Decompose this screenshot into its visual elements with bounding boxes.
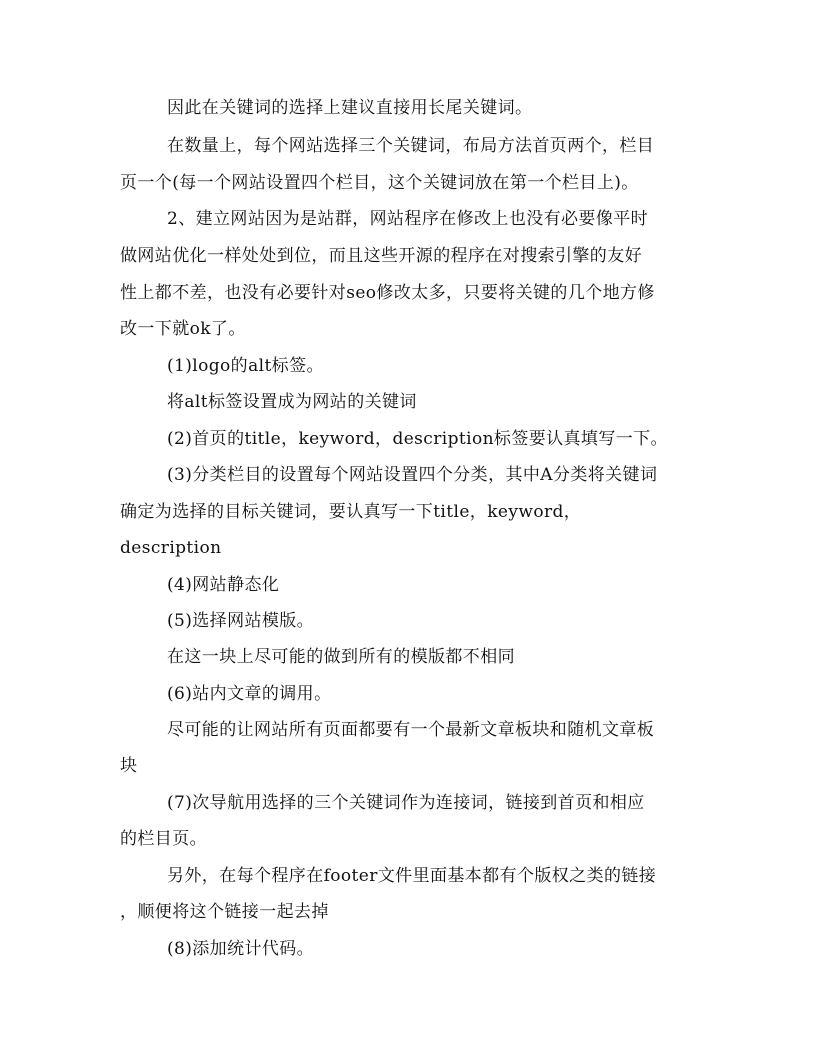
text-line: (4)网站静态化 [167,575,280,595]
text-line: 性上都不差，也没有必要针对seo修改太多，只要将关键的几个地方修 [120,283,655,303]
text-line: 因此在关键词的选择上建议直接用长尾关键词。 [167,98,533,118]
text-line: ，顺便将这个链接一起去掉 [120,902,329,922]
text-line: 确定为选择的目标关键词，要认真写一下title，keyword， [120,502,582,522]
text-line: 改一下就ok了。 [120,319,246,339]
text-line: (6)站内文章的调用。 [167,684,332,704]
text-line: (2)首页的title，keyword，description标签要认真填写一下。 [167,429,668,449]
text-line: (7)次导航用选择的三个关键词作为连接词，链接到首页和相应 [167,793,645,813]
text-line: (8)添加统计代码。 [167,939,315,959]
text-line: 的栏目页。 [120,829,207,849]
text-line: (1)logo的alt标签。 [167,356,324,376]
text-line: 在数量上，每个网站选择三个关键词，布局方法首页两个，栏目 [167,136,655,156]
text-line: 2、建立网站因为是站群，网站程序在修改上也没有必要像平时 [167,209,649,229]
text-line: 页一个(每一个网站设置四个栏目，这个关键词放在第一个栏目上)。 [120,173,639,193]
text-line: description [120,538,222,558]
text-line: 做网站优化一样处处到位，而且这些开源的程序在对搜索引擎的友好 [120,246,642,266]
text-line: 在这一块上尽可能的做到所有的模版都不相同 [167,647,515,667]
text-line: (3)分类栏目的设置每个网站设置四个分类，其中A分类将关键词 [167,465,658,485]
text-line: (5)选择网站模版。 [167,611,315,631]
text-line: 尽可能的让网站所有页面都要有一个最新文章板块和随机文章板 [167,720,655,740]
text-line: 块 [120,756,138,776]
text-line: 将alt标签设置成为网站的关键词 [167,392,417,412]
text-line: 另外，在每个程序在footer文件里面基本都有个版权之类的链接 [167,866,657,886]
